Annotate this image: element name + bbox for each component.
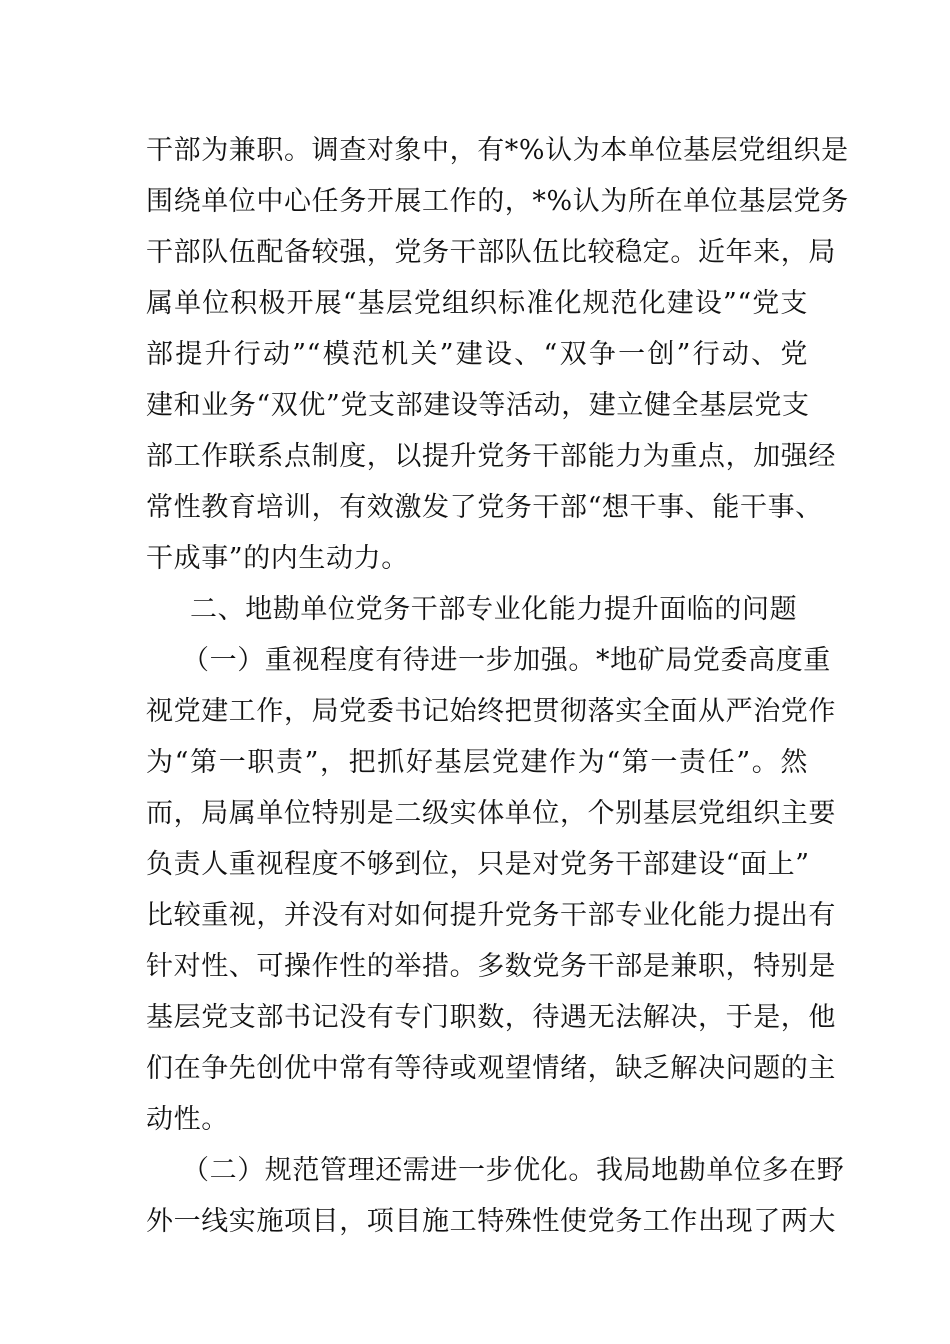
text-line: 们在争先创优中常有等待或观望情绪，缺乏解决问题的主 (146, 1053, 836, 1084)
text-line: 基层党支部书记没有专门职数，待遇无法解决，于是，他 (146, 1002, 836, 1033)
text-line: 干部队伍配备较强，党务干部队伍比较稳定。近年来，局 (146, 237, 836, 268)
text-line: 为“第一职责”，把抓好基层党建作为“第一责任”。然 (146, 747, 808, 778)
text-line: 干部为兼职。调查对象中，有*%认为本单位基层党组织是 (146, 135, 849, 166)
text-line: 而，局属单位特别是二级实体单位，个别基层党组织主要 (146, 798, 836, 829)
subsection-line: （二）规范管理还需进一步优化。我局地勘单位多在野 (182, 1155, 845, 1186)
text-line: 动性。 (146, 1104, 229, 1135)
body-text (146, 125, 849, 1247)
text-line: 负责人重视程度不够到位，只是对党务干部建设“面上” (146, 849, 810, 880)
text-line: 属单位积极开展“基层党组织标准化规范化建设”“党支 (146, 288, 808, 319)
text-line: 围绕单位中心任务开展工作的，*%认为所在单位基层党务 (146, 186, 849, 217)
text-line: 部工作联系点制度，以提升党务干部能力为重点，加强经 (146, 441, 836, 472)
text-line: 针对性、可操作性的举措。多数党务干部是兼职，特别是 (146, 951, 836, 982)
section-heading: 二、地勘单位党务干部专业化能力提升面临的问题 (190, 594, 798, 625)
text-line: 部提升行动”“模范机关”建设、“双争一创”行动、党 (146, 339, 808, 370)
subsection-line: （一）重视程度有待进一步加强。*地矿局党委高度重 (182, 645, 831, 676)
text-line: 外一线实施项目，项目施工特殊性使党务工作出现了两大 (146, 1206, 836, 1237)
text-line: 建和业务“双优”党支部建设等活动，建立健全基层党支 (146, 390, 810, 421)
text-line: 常性教育培训，有效激发了党务干部“想干事、能干事、 (146, 492, 823, 523)
text-line: 干成事”的内生动力。 (146, 543, 409, 574)
text-line: 比较重视，并没有对如何提升党务干部专业化能力提出有 (146, 900, 836, 931)
text-line: 视党建工作，局党委书记始终把贯彻落实全面从严治党作 (146, 696, 836, 727)
